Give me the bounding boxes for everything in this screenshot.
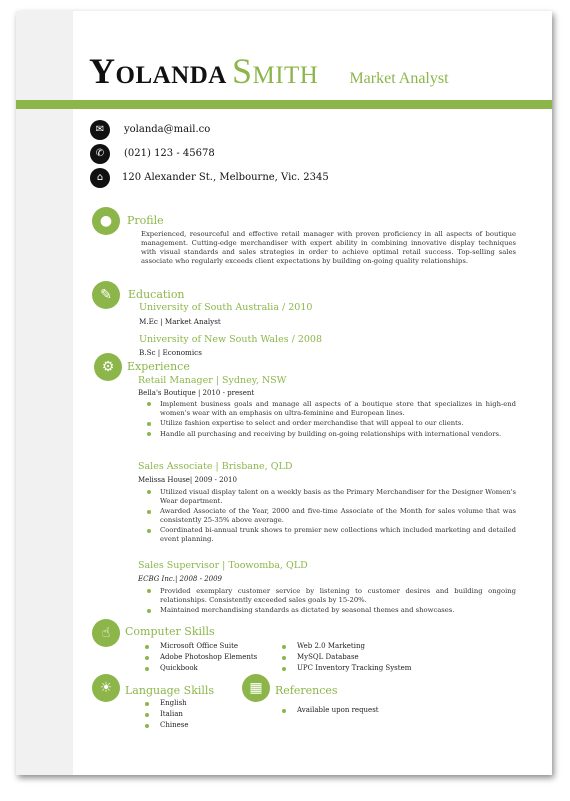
education-heading: Education — [128, 288, 185, 301]
job-employer: Bella's Boutique | 2010 - present — [138, 389, 255, 397]
last-name: Smith — [231, 51, 319, 91]
first-name: Yolanda — [89, 51, 227, 91]
skill-item: Adobe Photoshop Elements — [145, 652, 257, 663]
job-employer: Melissa House| 2009 - 2010 — [138, 476, 237, 484]
language-list — [145, 698, 189, 731]
address-text: 120 Alexander St., Melbourne, Vic. 2345 — [122, 172, 329, 183]
job-bullet: Provided exemplary customer service by listening to customer desires and building ongoing relationships. Consistently exceeded sales goals by 15-20%. — [160, 587, 516, 604]
experience-heading: Experience — [127, 360, 190, 373]
languages-heading: Language Skills — [125, 684, 215, 697]
phone-text: (021) 123 - 45678 — [124, 148, 215, 159]
job-bullet: Utilize fashion expertise to select and order merchandise that will appeal to our clients. — [160, 419, 516, 428]
header-rule — [16, 100, 552, 109]
job-role: Market Analyst — [349, 70, 449, 87]
job-bullet: Implement business goals and manage all aspects of a boutique store that specializes in high-end women's wear with an emphasis on ultra-feminine and European lines. — [160, 400, 516, 417]
job-bullet: Coordinated bi-annual trunk shows to premier new collections which included marketing and detailed event planning. — [160, 526, 516, 543]
hand-pointer-icon: ☝ — [92, 619, 120, 647]
reference-item: Available upon request — [282, 705, 379, 716]
skills-heading: Computer Skills — [125, 625, 215, 638]
phone-icon: ✆ — [90, 144, 110, 164]
skill-item: Microsoft Office Suite — [145, 641, 257, 652]
email-text: yolanda@mail.co — [124, 124, 211, 135]
resume-page — [16, 11, 552, 775]
resume-header — [89, 51, 449, 91]
education-school: University of South Australia / 2010 — [139, 302, 313, 313]
education-school: University of New South Wales / 2008 — [139, 334, 323, 345]
skill-item: UPC Inventory Tracking System — [282, 663, 411, 674]
education-degree: M.Ec | Market Analyst — [139, 317, 221, 326]
job-title: Sales Supervisor | Toowomba, QLD — [138, 560, 308, 571]
references-list — [282, 705, 379, 716]
references-heading: References — [275, 684, 338, 697]
language-item: Italian — [145, 709, 189, 720]
job-bullets — [160, 587, 516, 617]
skills-column-2 — [282, 641, 411, 674]
gears-icon: ⚙ — [94, 353, 122, 381]
language-item: Chinese — [145, 720, 189, 731]
job-bullet: Maintained merchandising standards as dictated by seasonal themes and showcases. — [160, 606, 516, 615]
quill-icon: ✎ — [92, 281, 120, 309]
job-bullet: Awarded Associate of the Year, 2000 and five-time Associate of the Month for sales volume that was consistently 25-35% above average. — [160, 507, 516, 524]
job-bullets — [160, 400, 516, 440]
education-degree: B.Sc | Economics — [139, 348, 202, 357]
skills-column-1 — [145, 641, 257, 674]
profile-text: Experienced, resourceful and effective retail manager with proven proficiency in all aspects of boutique management. Cutting-edge merchandiser with expert ability in combining innovative display techniques with visual standards and sales strategies in order to achieve optimal retail success. Top-selling sales associate who regularly exceeds client expectations by building on-going quality relationships. — [141, 230, 516, 265]
skill-item: MySQL Database — [282, 652, 411, 663]
person-icon: ● — [92, 207, 120, 235]
profile-heading: Profile — [127, 214, 164, 227]
job-bullet: Utilized visual display talent on a weekly basis as the Primary Merchandiser for the Designer Women's Wear department. — [160, 488, 516, 505]
house-icon: ⌂ — [90, 168, 110, 188]
contacts-icon: ▦ — [242, 674, 270, 702]
left-margin-band — [16, 11, 73, 775]
envelope-icon: ✉ — [90, 120, 110, 140]
skill-item: Quickbook — [145, 663, 257, 674]
job-bullets — [160, 488, 516, 546]
language-item: English — [145, 698, 189, 709]
job-title: Retail Manager | Sydney, NSW — [138, 375, 287, 386]
job-title: Sales Associate | Brisbane, QLD — [138, 461, 293, 472]
job-bullet: Handle all purchasing and receiving by building on-going relationships with international vendors. — [160, 430, 516, 439]
job-employer: ECBG Inc.| 2008 - 2009 — [138, 575, 223, 583]
lightbulb-icon: ☀ — [92, 674, 120, 702]
skill-item: Web 2.0 Marketing — [282, 641, 411, 652]
